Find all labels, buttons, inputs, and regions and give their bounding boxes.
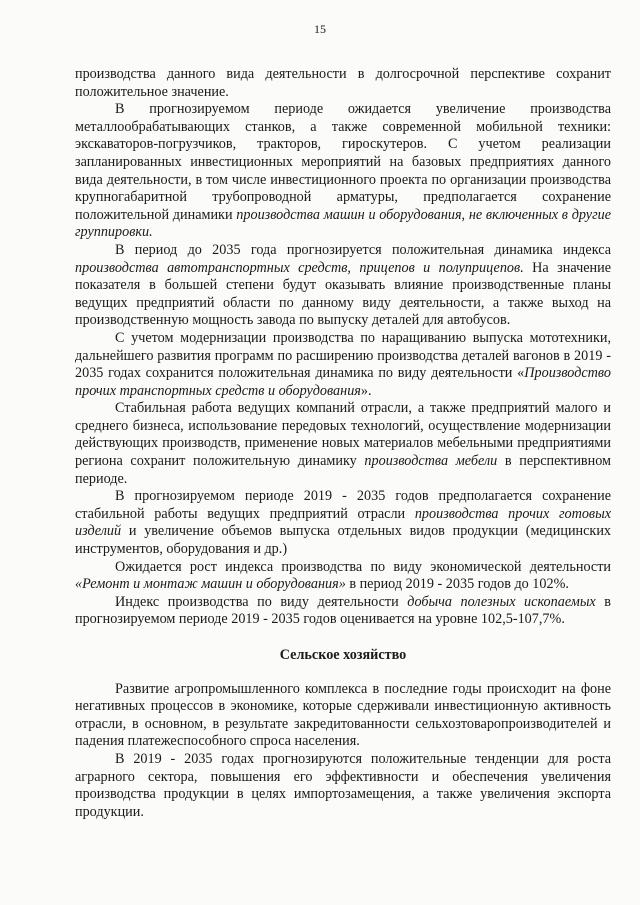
paragraph <box>75 66 611 101</box>
italic-text: Производство прочих транспортных средств и оборудования <box>75 365 611 399</box>
text-run: Развитие агропромышленного комплекса в последние годы происходит на фоне негативных процессов в экономике, которые сдерживали инвестиционную активность отрасли, в основном, в результате закредитованности сельхозтоваропроизводителей и падения платежеспособного спроса населения. <box>75 680 611 750</box>
text-run: и увеличение объемов выпуска отдельных видов продукции (медицинских инструментов, оборудования и др.) <box>75 523 611 558</box>
text-run: С учетом модернизации производства по наращиванию выпуска мототехники, дальнейшего развития программ по расширению производства деталей вагонов в 2019 - 2035 годах сохранится положительная динамика по виду деятельности « <box>75 329 611 382</box>
paragraph <box>75 488 611 558</box>
paragraph-list <box>75 66 611 629</box>
section-paragraph-list <box>75 681 611 822</box>
text-run: На значение показателя в большей степени будут оказывать влияние производственные планы ведущих предприятий области по данному виду деятельности, а также выход на производственную мощность завода по выпуску деталей для автобусов. <box>75 259 611 329</box>
italic-text: добыча полезных ископаемых <box>407 593 596 610</box>
italic-text: «Ремонт и монтаж машин и оборудования» <box>75 576 346 593</box>
paragraph <box>75 400 611 488</box>
text-run: Ожидается рост индекса производства по виду экономической деятельности <box>115 558 611 575</box>
paragraph <box>75 330 611 400</box>
text-run: В период до 2035 года прогнозируется положительная динамика индекса <box>115 241 611 258</box>
paragraph <box>75 681 611 751</box>
text-run: В прогнозируемом периоде ожидается увеличение производства металлообрабатывающих станков, а также современной мобильной техники: экскаваторов-погрузчиков, тракторов, гироскутеров. С учетом реализации запланированных инвестиционных мероприятий на базовых предприятиях данного вида деятельности, в том числе инвестиционного проекта по организации производства крупногабаритной трубопроводной арматуры, предполагается сохранение положительной динамики <box>75 101 611 223</box>
text-run: производства данного вида деятельности в долгосрочной перспективе сохранит положительное значение. <box>75 66 611 100</box>
document-body <box>75 66 611 821</box>
italic-text: производства прочих готовых изделий <box>75 505 611 540</box>
paragraph <box>75 751 611 821</box>
section-title: Сельское хозяйство <box>279 647 407 663</box>
text-run: Стабильная работа ведущих компаний отрасли, а также предприятий малого и среднего бизнеса, использование передовых технологий, осуществление модернизации действующих производств, применение новых материалов мебельными предприятиями региона сохранит положительную динамику <box>75 400 611 470</box>
text-run: ». <box>360 382 372 399</box>
text-run: в период 2019 - 2035 годов до 102%. <box>345 576 569 593</box>
text-run: В прогнозируемом периоде 2019 - 2035 годов предполагается сохранение стабильной работы ведущих предприятий отрасли <box>75 488 611 522</box>
paragraph <box>75 242 611 330</box>
text-run: В 2019 - 2035 годах прогнозируются положительные тенденции для роста аграрного сектора, повышения его эффективности и обеспечения увеличения производства продукции в целях импортозамещения, а также увеличения экспорта продукции. <box>75 750 611 820</box>
page-number: 15 <box>314 22 326 36</box>
italic-text: производства мебели <box>364 453 498 470</box>
text-run: Индекс производства по виду деятельности <box>115 593 408 610</box>
paragraph <box>75 101 611 242</box>
text-run: в перспективном периоде. <box>75 453 612 487</box>
text-run: в прогнозируемом периоде 2019 - 2035 годов оценивается на уровне 102,5-107,7%. <box>75 593 611 628</box>
italic-text: производства машин и оборудования, не включенных в другие группировки. <box>75 206 611 241</box>
italic-text: производства автотранспортных средств, прицепов и полуприцепов. <box>75 259 524 276</box>
paragraph <box>75 559 611 594</box>
paragraph <box>75 594 611 629</box>
